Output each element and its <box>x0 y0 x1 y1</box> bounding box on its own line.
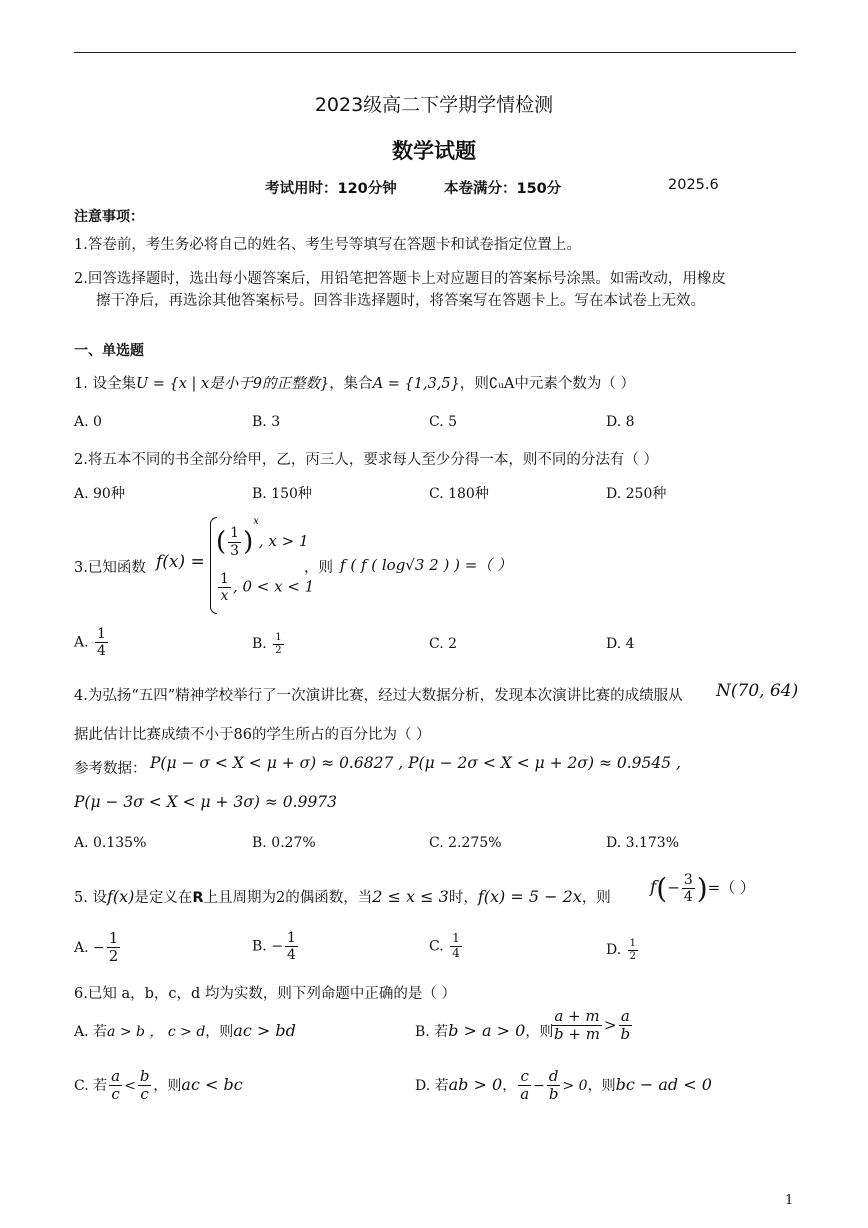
q1-mid: ，集合 <box>329 376 373 392</box>
notice-heading: 注意事项： <box>74 209 144 225</box>
q4-ref-2: P(μ − 3σ < X < μ + 3σ) ≈ 0.9973 <box>74 793 338 811</box>
q6-option-c: C. 若 $\frac{a}{c}$ < $\frac{b}{c}$ ，则ac < bc <box>74 1067 243 1104</box>
q3-piece-2: $\frac{1}{x}$ , 0 < x < 1 <box>220 571 315 605</box>
q6-option-a: A. 若a > b ， c > d，则ac > bd <box>74 1021 296 1040</box>
notice-item-1: 1.答卷前，考生务必将自己的姓名、考生号等填写在答题卡和试卷指定位置上。 <box>74 237 581 253</box>
question-1 <box>74 372 635 393</box>
full-score: 本卷满分：150分 <box>444 181 562 197</box>
q6-option-b-text: B. 若b > a > 0，则 <box>415 1021 554 1040</box>
q4-distribution: N(70, 64) <box>716 681 799 701</box>
q2-option-c: C. 180种 <box>429 486 489 502</box>
q3-suffix: ，则 <box>304 560 333 576</box>
q1-set-a: A = {1,3,5} <box>372 376 460 392</box>
q1-prefix: 1. 设全集 <box>74 376 136 392</box>
q2-option-b: B. 150种 <box>252 486 312 502</box>
q4-option-c: C. 2.275% <box>429 835 502 851</box>
page-number: 1 <box>785 1193 794 1208</box>
question-5: 5. 设f(x)是定义在R上且周期为2的偶函数，当2 ≤ x ≤ 3时，f(x) = 5 − 2x，则 <box>74 887 611 906</box>
notice-item-2-line-1: 2.回答选择题时，选出每小题答案后，用铅笔把答题卡上对应题目的答案标号涂黑。如需改动，用橡皮 <box>74 271 726 287</box>
q3-piece-1: ( $\frac{1}{3}$ )$^x$, x > 1 <box>216 516 309 559</box>
q1-option-c: C. 5 <box>429 414 458 430</box>
q4-option-a: A. 0.135% <box>74 835 147 851</box>
q4-option-d: D. 3.173% <box>606 835 680 851</box>
q4-line-2: 据此估计比赛成绩不小于86的学生所占的百分比为（ ） <box>74 727 431 743</box>
q6-option-d: D. 若ab > 0， $\frac{c}{a}$ − $\frac{d}{b}$ > 0，则bc − ad < 0 <box>415 1067 712 1104</box>
q2-option-a: A. 90种 <box>74 486 125 502</box>
q3-piece2-cond: , 0 < x < 1 <box>232 577 315 596</box>
top-rule <box>74 52 796 53</box>
q3-expression: f ( f ( log√3 2 ) ) =（ ） <box>340 556 513 574</box>
q3-fx: f(x) = <box>156 552 205 572</box>
section-heading: 一、单选题 <box>74 343 144 359</box>
question-6: 6.已知 a，b，c，d 均为实数，则下列命题中正确的是（ ） <box>74 986 456 1002</box>
q6-option-b-formula: $\frac{a + m}{b + m}$ > $\frac{a}{b}$ <box>554 1007 631 1044</box>
exam-title: 2023级高二下学期学情检测 <box>314 94 554 116</box>
q3-piece1-cond: , x > 1 <box>258 532 309 550</box>
exam-date: 2025.6 <box>668 177 719 193</box>
q5-option-d: D. $\frac{1}{2}$ <box>606 938 637 962</box>
q3-option-d: D. 4 <box>606 636 635 652</box>
q5-option-c: C. $\frac{1}{4}$ <box>429 931 460 960</box>
q4-line-1: 4.为弘扬“五四”精神学校举行了一次演讲比赛，经过大数据分析，发现本次演讲比赛的成绩服从 <box>74 688 683 704</box>
q5-f-neg-3-4: f(− $\frac{3}{4}$ )=（ ） <box>650 872 756 906</box>
q1-option-a: A. 0 <box>74 414 102 430</box>
q1-option-d: D. 8 <box>606 414 635 430</box>
q3-prefix: 3.已知函数 <box>74 560 146 576</box>
q4-ref-1: P(μ − σ < X < μ + σ) ≈ 0.6827 , P(μ − 2σ < X < μ + 2σ) ≈ 0.9545 , <box>150 754 681 772</box>
subject-title: 数学试题 <box>392 139 476 163</box>
notice-item-2-line-2: 擦干净后，再选涂其他答案标号。回答非选择题时，将答案写在答题卡上。写在本试卷上无效。 <box>96 293 705 309</box>
q1-suffix: ，则∁ᵤA中元素个数为（ ） <box>459 376 635 392</box>
q3-option-b: B. $\frac{1}{2}$ <box>252 632 282 656</box>
question-2: 2.将五本不同的书全部分给甲，乙，丙三人，要求每人至少分得一本，则不同的分法有（ ） <box>74 452 658 468</box>
q5-option-b: B. − $\frac{1}{4}$ <box>252 930 296 964</box>
q4-ref-label: 参考数据： <box>74 761 147 777</box>
q5-option-a: A. − $\frac{1}{2}$ <box>74 929 119 966</box>
q3-option-c: C. 2 <box>429 636 458 652</box>
q2-option-d: D. 250种 <box>606 486 667 502</box>
q1-set-u: U = {x | x是小于9的正整数} <box>135 376 330 392</box>
q3-option-a: A. $\frac{1}{4}$ <box>74 626 106 660</box>
exam-time: 考试用时：120分钟 <box>265 181 397 197</box>
q4-option-b: B. 0.27% <box>252 835 316 851</box>
q1-option-b: B. 3 <box>252 414 281 430</box>
